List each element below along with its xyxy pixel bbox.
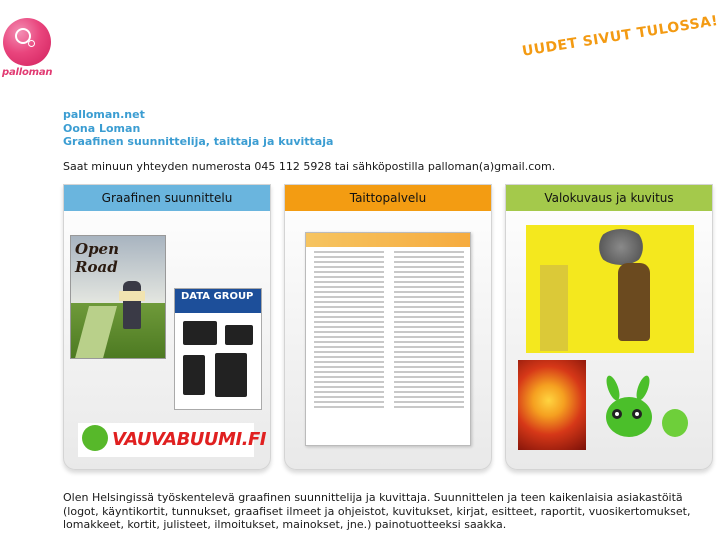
layout-document-image[interactable] <box>305 232 471 446</box>
bio-text: Olen Helsingissä työskentelevä graafinen suunnittelija ja kuvittaja. Suunnittelen ja teen kaikenlaisia asiakastöitä (logot, käyntikortit, tunnukset, graafiset ilmeet ja ohjeistot, kuvitukset, kirjat, esitteet, raportit, vuosikertomukset, lomakkeet, kortit, julisteet, ilmoitukset, mainokset, jne.) painotuotteeksi saakka. <box>63 491 691 531</box>
card-layout-service[interactable] <box>284 184 492 470</box>
site-name: palloman.net <box>63 108 145 121</box>
flower-photo-image[interactable] <box>518 360 586 450</box>
brochure-logo: DATA GROUP <box>181 291 254 302</box>
green-monkey-illustration[interactable] <box>658 399 692 447</box>
vauvabuumi-logo-image[interactable] <box>78 423 266 457</box>
bird-icon <box>82 425 108 451</box>
magazine-title: Open Road <box>75 240 120 276</box>
card-header-layout-service[interactable]: Taittopalvelu <box>285 185 491 211</box>
card-header-photo-illustration[interactable]: Valokuvaus ja kuvitus <box>506 185 712 211</box>
new-pages-coming-banner: UUDET SIVUT TULOSSA! <box>521 12 720 60</box>
card-header-graphic-design[interactable]: Graafinen suunnittelu <box>64 185 270 211</box>
balloons-icon <box>596 229 646 265</box>
magazine-cover-image[interactable] <box>70 235 166 359</box>
person-name: Oona Loman <box>63 121 141 135</box>
job-title: Graafinen suunnittelija, taittaja ja kuvittaja <box>63 135 334 148</box>
logo-text: palloman <box>2 67 53 78</box>
green-rabbit-illustration[interactable] <box>596 375 662 451</box>
data-group-brochure-image[interactable] <box>174 288 262 410</box>
intro-block <box>63 108 333 149</box>
illustration-balloons-image[interactable] <box>526 225 694 353</box>
palloman-logo[interactable] <box>2 18 54 82</box>
logo-bubble-icon <box>3 18 51 66</box>
card-photo-illustration[interactable] <box>505 184 713 470</box>
vauvabuumi-logo-text: VAUVABUUMI.FI <box>112 429 266 450</box>
card-graphic-design[interactable] <box>63 184 271 470</box>
contact-text: Saat minuun yhteyden numerosta 045 112 5928 tai sähköpostilla palloman(a)gmail.com. <box>63 160 556 173</box>
